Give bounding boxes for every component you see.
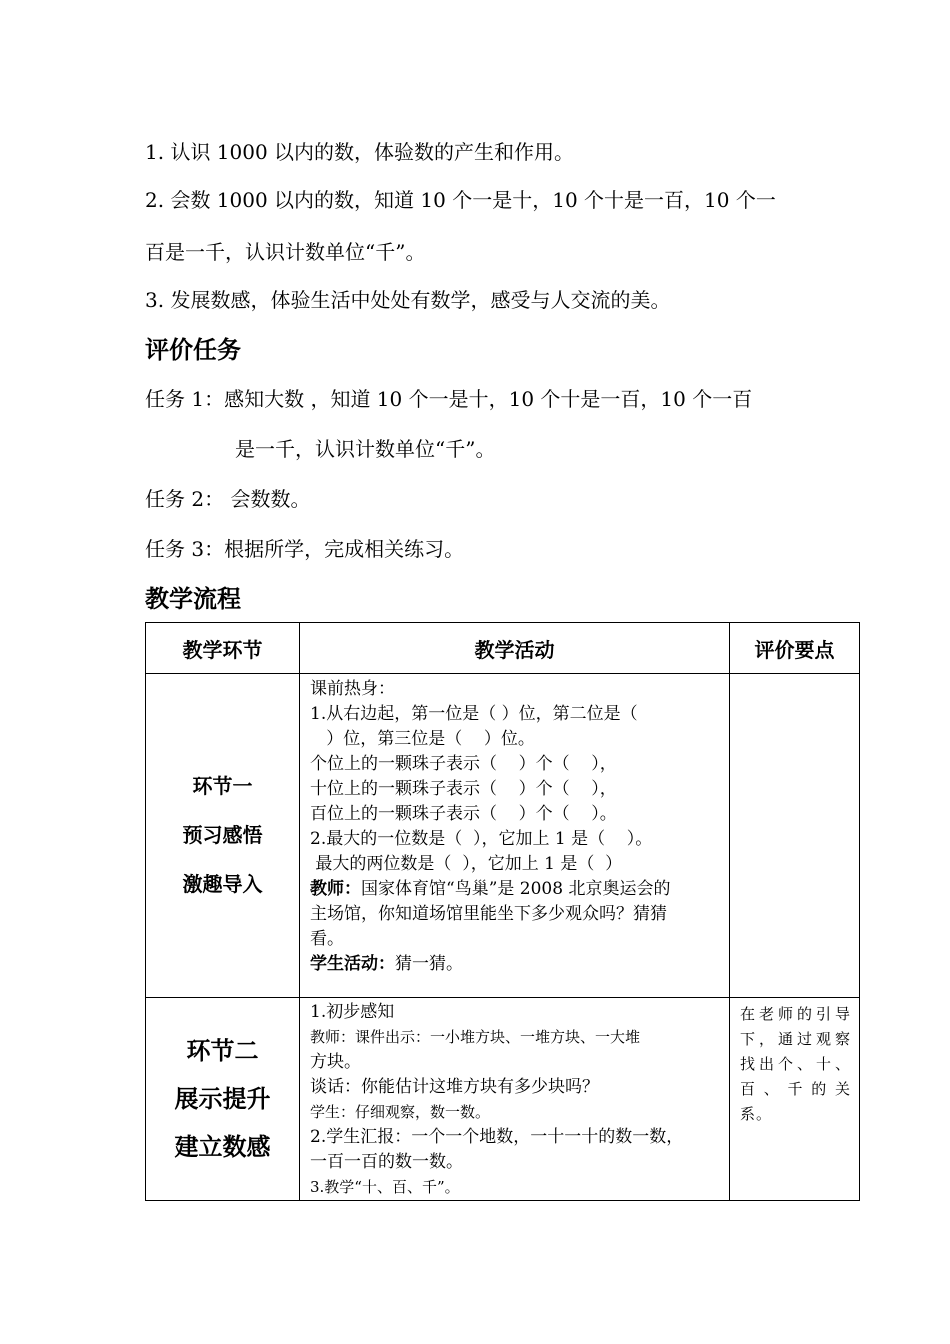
goal-1: 1. 认识 1000 以内的数，体验数的产生和作用。 — [145, 140, 575, 164]
goal-2: 2. 会数 1000 以内的数，知道 10 个一是十，10 个十是一百，10 个一 — [145, 188, 776, 212]
activity-line — [310, 877, 721, 902]
activity-line: 2.学生汇报：一个一个地数，一十一十的数一数， — [310, 1127, 684, 1147]
teacher-label: 教师： — [310, 879, 361, 899]
evaluation-cell — [730, 674, 860, 998]
header-stage: 教学环节 — [146, 623, 300, 674]
activity-line: 谈话：你能估计这堆方块有多少块吗？ — [310, 1077, 599, 1097]
activity-line — [310, 952, 721, 977]
stage-subtitle: 预习感悟 — [182, 823, 263, 847]
task-2: 任务 2： 会数数。 — [145, 487, 311, 511]
task-1: 任务 1：感知大数 ，知道 10 个一是十，10 个十是一百，10 个一百 — [145, 387, 753, 411]
activity-line: ）位，第三位是（ ）位。 — [310, 729, 535, 749]
activity-line: 百位上的一颗珠子表示（ ）个（ ）。 — [310, 804, 617, 824]
activity-line: 1.从右边起，第一位是（ ）位，第二位是（ — [310, 704, 638, 724]
evaluation-cell: 在老师的引导下，通过观察找出个、十、百、千的关系。 — [730, 998, 860, 1201]
activity-line: 方块。 — [310, 1052, 361, 1072]
activity-line: 看。 — [310, 929, 344, 949]
section-heading-eval: 评价任务 — [145, 335, 241, 364]
activity-cell — [300, 998, 730, 1201]
stage-cell — [146, 674, 300, 998]
table-header-row — [146, 623, 860, 674]
activity-line: 1.初步感知 — [310, 1002, 395, 1022]
table-row — [146, 998, 860, 1201]
student-label: 学生活动： — [310, 954, 395, 974]
activity-line: 主场馆，你知道场馆里能坐下多少观众吗？猜猜 — [310, 904, 667, 924]
stage-subtitle: 展示提升 — [174, 1084, 271, 1113]
header-evaluation: 评价要点 — [730, 623, 860, 674]
header-activity: 教学活动 — [300, 623, 730, 674]
teaching-flow-table — [145, 622, 860, 1201]
activity-line: 教师：课件出示：一小堆方块、一堆方块、一大堆 — [310, 1028, 641, 1046]
activity-line: 课前热身： — [310, 679, 395, 699]
teacher-text: 国家体育馆“鸟巢”是 2008 北京奥运会的 — [361, 879, 671, 899]
activity-line: 十位上的一颗珠子表示（ ）个（ ）， — [310, 779, 617, 799]
activity-line: 3.教学“十、百、千”。 — [310, 1178, 460, 1196]
stage-title: 环节一 — [192, 774, 253, 798]
table-row — [146, 674, 860, 998]
task-1-cont: 是一千，认识计数单位“千”。 — [235, 437, 496, 461]
student-text: 猜一猜。 — [395, 954, 463, 974]
activity-cell — [300, 674, 730, 998]
activity-line: 最大的两位数是（ ），它加上 1 是（ ） — [310, 854, 623, 874]
stage-title: 环节二 — [186, 1036, 259, 1065]
stage-cell — [146, 998, 300, 1201]
activity-line: 学生：仔细观察，数一数。 — [310, 1103, 491, 1121]
stage-subtitle: 建立数感 — [174, 1132, 271, 1161]
section-heading-flow: 教学流程 — [145, 584, 241, 613]
activity-line: 一百一百的数一数。 — [310, 1152, 463, 1172]
activity-line: 个位上的一颗珠子表示（ ）个（ ）， — [310, 754, 617, 774]
goal-3: 3. 发展数感，体验生活中处处有数学，感受与人交流的美。 — [145, 288, 671, 312]
task-3: 任务 3：根据所学，完成相关练习。 — [145, 537, 465, 561]
stage-subtitle: 激趣导入 — [182, 872, 263, 896]
goal-2-cont: 百是一千，认识计数单位“千”。 — [145, 240, 426, 264]
activity-line: 2.最大的一位数是（ ），它加上 1 是（ ）。 — [310, 829, 653, 849]
